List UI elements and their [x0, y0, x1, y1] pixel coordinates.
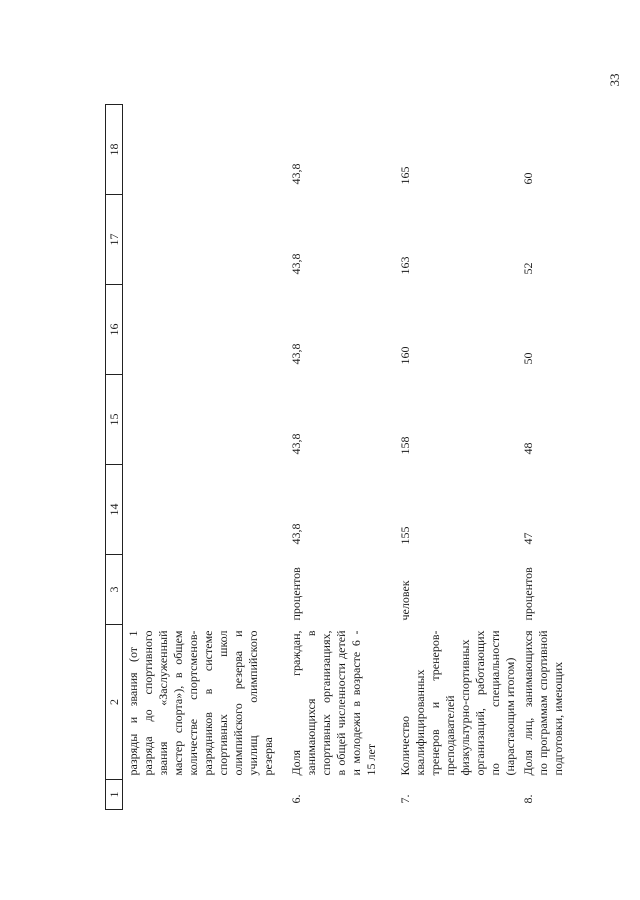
- page-number: 33: [607, 73, 622, 87]
- row-value: 43,8: [289, 343, 303, 365]
- table-row: [518, 105, 567, 810]
- row-value: 165: [398, 166, 412, 185]
- rotated-table-container: [105, 105, 565, 810]
- row-value: 43,8: [289, 163, 303, 185]
- row-description: Доля граждан, занимающихся в спортивных организациях, в общей численности детей и молодежи в возрасте 6 - 15 лет: [289, 630, 378, 776]
- row-value: [123, 375, 287, 465]
- row-value: [123, 105, 287, 195]
- row-value: [123, 195, 287, 285]
- row-description: Доля лиц, занимающихся по программам спортивной подготовки, имеющих: [521, 630, 565, 776]
- header-cell: 17: [106, 195, 123, 285]
- header-cell: 1: [106, 780, 123, 810]
- row-value: [123, 465, 287, 555]
- row-value: 50: [521, 352, 535, 365]
- row-unit: [123, 555, 287, 625]
- row-value: 43,8: [289, 253, 303, 275]
- row-value: 160: [398, 346, 412, 365]
- table-header-row: [106, 105, 123, 810]
- table-row: [395, 105, 518, 810]
- row-value: 43,8: [289, 433, 303, 455]
- header-cell: 15: [106, 375, 123, 465]
- row-description: Количество квалифицированных тренеров и тренеров-преподавателей физкультурно-спортивных организаций, работающих по специальности (нарастающим итогом): [398, 630, 517, 776]
- row-value: [123, 285, 287, 375]
- row-unit: процентов: [521, 567, 535, 621]
- header-cell: 18: [106, 105, 123, 195]
- indicators-table: [105, 104, 567, 810]
- row-unit: человек: [398, 580, 412, 621]
- row-value: 158: [398, 436, 412, 455]
- row-value: 48: [521, 442, 535, 455]
- header-cell: 16: [106, 285, 123, 375]
- row-value: 47: [521, 532, 535, 545]
- row-value: 155: [398, 526, 412, 545]
- row-number: 8.: [521, 794, 535, 804]
- row-value: 43,8: [289, 523, 303, 545]
- row-unit: процентов: [289, 567, 303, 621]
- row-value: 52: [521, 262, 535, 275]
- row-value: 163: [398, 256, 412, 275]
- row-number: 7.: [398, 794, 412, 804]
- table-row: [123, 105, 287, 810]
- row-number: [123, 780, 287, 810]
- header-cell: 14: [106, 465, 123, 555]
- row-description: разряды и звания (от 1 разряда до спортивного звания «Заслуженный мастер спорта»), в общем количестве спортсменов-разрядников в системе спортивных школ олимпийского резерва и училищ олимпийского резерва: [126, 630, 275, 776]
- header-cell: 2: [106, 625, 123, 780]
- row-value: 60: [521, 172, 535, 185]
- header-cell: 3: [106, 555, 123, 625]
- row-number: 6.: [289, 794, 303, 804]
- table-row: [286, 105, 395, 810]
